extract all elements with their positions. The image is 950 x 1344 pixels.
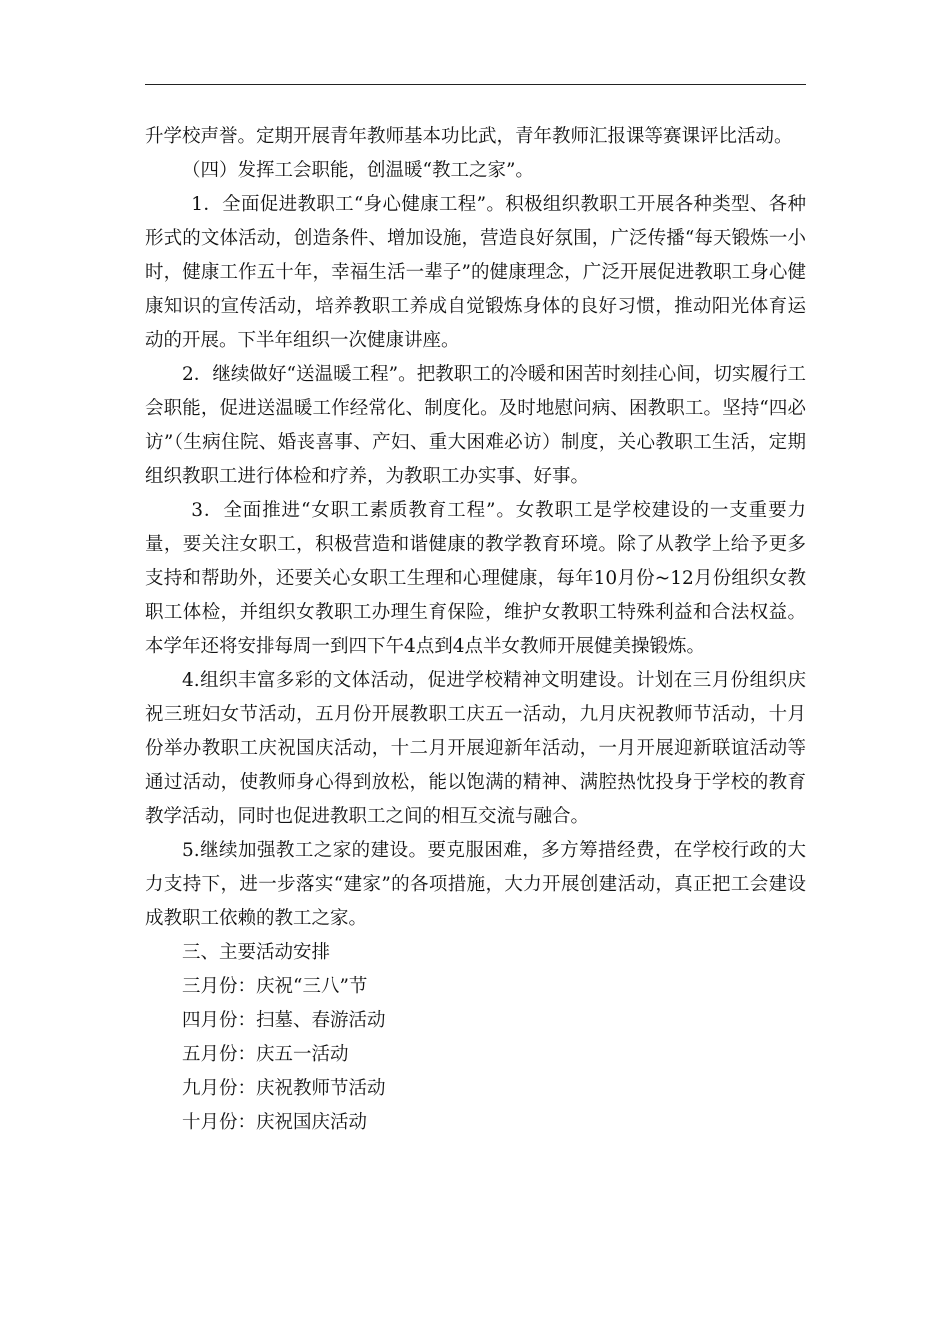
- paragraph-continuation: 升学校声誉。定期开展青年教师基本功比武，青年教师汇报课等赛课评比活动。: [145, 126, 793, 147]
- section-heading-union-role: （四）发挥工会职能，创温暖“教工之家”。: [182, 160, 534, 181]
- schedule-item-may: 五月份：庆五一活动: [182, 1044, 349, 1065]
- document-body: [145, 120, 806, 1140]
- paragraph-staff-home: 5.继续加强教工之家的建设。要克服困难，多方筹措经费，在学校行政的大力支持下，进一步落实“建家”的各项措施，大力开展创建活动，真正把工会建设成教职工依赖的教工之家。: [145, 840, 806, 929]
- schedule-item-september: 九月份：庆祝教师节活动: [182, 1078, 386, 1099]
- paragraph-female-staff-project: 3．全面推进“女职工素质教育工程”。女教职工是学校建设的一支重要力量，要关注女职工，积极营造和谐健康的教学教育环境。除了从教学上给予更多支持和帮助外，还要关心女职工生理和心理健康，每年10月份~12月份组织女教职工体检，并组织女教职工办理生育保险，维护女教职工特殊利益和合法权益。本学年还将安排每周一到四下午4点到4点半女教师开展健美操锻炼。: [145, 500, 806, 657]
- schedule-item-april: 四月份：扫墓、春游活动: [182, 1010, 386, 1031]
- paragraph-cultural-activities: 4.组织丰富多彩的文体活动，促进学校精神文明建设。计划在三月份组织庆祝三班妇女节活动，五月份开展教职工庆五一活动，九月庆祝教师节活动，十月份举办教职工庆祝国庆活动，十二月开展迎新年活动，一月开展迎新联谊活动等通过活动，使教师身心得到放松，能以饱满的精神、满腔热忱投身于学校的教育教学活动，同时也促进教职工之间的相互交流与融合。: [145, 670, 806, 827]
- section-heading-activity-schedule: 三、主要活动安排: [182, 942, 331, 963]
- schedule-item-march: 三月份：庆祝“三八”节: [182, 976, 368, 997]
- header-rule: [145, 84, 806, 85]
- paragraph-health-project: 1．全面促进教职工“身心健康工程”。积极组织教职工开展各种类型、各种形式的文体活动，创造条件、增加设施，营造良好氛围，广泛传播“每天锻炼一小时，健康工作五十年，幸福生活一辈子”的健康理念，广泛开展促进教职工身心健康知识的宣传活动，培养教职工养成自觉锻炼身体的良好习惯，推动阳光体育运动的开展。下半年组织一次健康讲座。: [145, 194, 806, 351]
- schedule-item-october: 十月份：庆祝国庆活动: [182, 1112, 368, 1133]
- paragraph-warmth-project: 2．继续做好“送温暖工程”。把教职工的冷暖和困苦时刻挂心间，切实履行工会职能，促进送温暖工作经常化、制度化。及时地慰问病、困教职工。坚持“四必访”（生病住院、婚丧喜事、产妇、重大困难必访）制度，关心教职工生活，定期组织教职工进行体检和疗养，为教职工办实事、好事。: [145, 364, 806, 487]
